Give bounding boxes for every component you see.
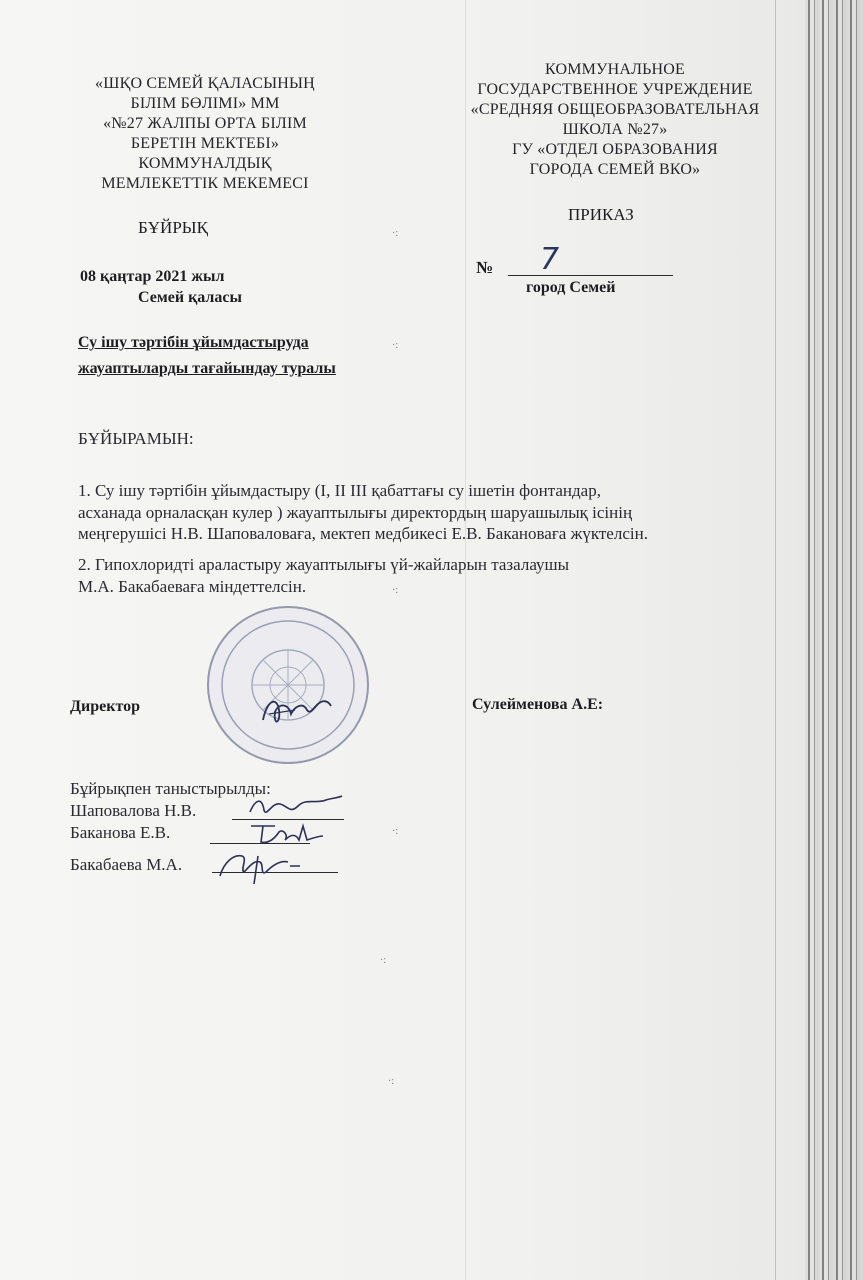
acquainted-person: Шаповалова Н.В. [70, 801, 197, 820]
doc-number-label: № [476, 258, 494, 277]
doc-date: 08 қаңтар 2021 жыл [80, 268, 225, 285]
scan-fold-line [775, 0, 776, 1280]
body-line: асханада орналасқан кулер ) жауаптылығы директордың шаруашылық ісінің [78, 503, 633, 522]
header-kz-line: БІЛІМ БӨЛІМІ» ММ [130, 95, 280, 112]
director-signature-icon [255, 690, 335, 730]
signature-scribble-icon [214, 846, 304, 886]
header-kz-line: МЕМЛЕКЕТТІК МЕКЕМЕСІ [101, 175, 309, 192]
body-line: меңгерушісі Н.В. Шаповаловаға, мектеп медбикесі Е.В. Бакановаға жүктелсін. [78, 524, 648, 543]
body-line: 1. Су ішу тәртібін ұйымдастыру (І, ІІ ІІІ қабаттағы су ішетін фонтандар, [78, 481, 601, 500]
doc-city-ru: город Семей [526, 279, 616, 296]
scan-speck: ·: [392, 826, 399, 837]
scan-edge-artifact [805, 0, 863, 1280]
doc-type-kz: БҰЙРЫҚ [138, 218, 208, 237]
header-kz [70, 74, 340, 194]
body-line: 2. Гипохлоридті араластыру жауаптылығы үй-жайларын тазалаушы [78, 555, 570, 574]
scan-speck: ·: [392, 340, 399, 351]
order-word: БҰЙЫРАМЫН: [78, 429, 194, 448]
scan-speck: ·: [392, 585, 399, 596]
acquainted-heading: Бұйрықпен таныстырылды: [70, 779, 271, 798]
header-ru-line: ШКОЛА №27» [562, 121, 668, 138]
header-ru-line: КОММУНАЛЬНОЕ [544, 61, 686, 78]
doc-number-handwritten: 7 [540, 242, 560, 277]
acquainted-person: Баканова Е.В. [70, 823, 171, 842]
body-line: М.А. Бакабаеваға міндеттелсін. [78, 577, 307, 596]
scan-speck: ·: [388, 1076, 395, 1087]
header-ru-line: «СРЕДНЯЯ ОБЩЕОБРАЗОВАТЕЛЬНАЯ [470, 101, 760, 118]
header-kz-line: БЕРЕТІН МЕКТЕБІ» [130, 135, 280, 152]
signature-scribble-icon [245, 818, 325, 848]
header-kz-line: «ШҚО СЕМЕЙ ҚАЛАСЫНЫҢ [95, 75, 315, 92]
header-kz-line: «№27 ЖАЛПЫ ОРТА БІЛІМ [103, 115, 307, 132]
scan-speck: ·: [392, 228, 399, 239]
acquainted-person: Бакабаева М.А. [70, 855, 183, 874]
header-ru-line: ГОРОДА СЕМЕЙ ВКО» [529, 161, 701, 178]
scan-speck: ·: [380, 955, 387, 966]
doc-title-line2: жауаптыларды тағайындау туралы [78, 360, 336, 377]
official-seal-stamp [205, 604, 371, 766]
header-ru [445, 60, 785, 180]
signature-name: Сулейменова А.Е: [472, 696, 604, 713]
doc-number-underline [508, 275, 673, 276]
doc-city-kz: Семей қаласы [138, 289, 242, 306]
doc-type-ru: ПРИКАЗ [568, 205, 634, 224]
doc-title-line1: Су ішу тәртібін ұйымдастыруда [78, 334, 309, 351]
header-kz-line: КОММУНАЛДЫҚ [138, 155, 272, 172]
scan-fold-line-center [465, 0, 466, 1280]
signature-role: Директор [70, 698, 140, 715]
header-ru-line: ГОСУДАРСТВЕННОЕ УЧРЕЖДЕНИЕ [477, 81, 753, 98]
header-ru-line: ГУ «ОТДЕЛ ОБРАЗОВАНИЯ [512, 141, 718, 158]
